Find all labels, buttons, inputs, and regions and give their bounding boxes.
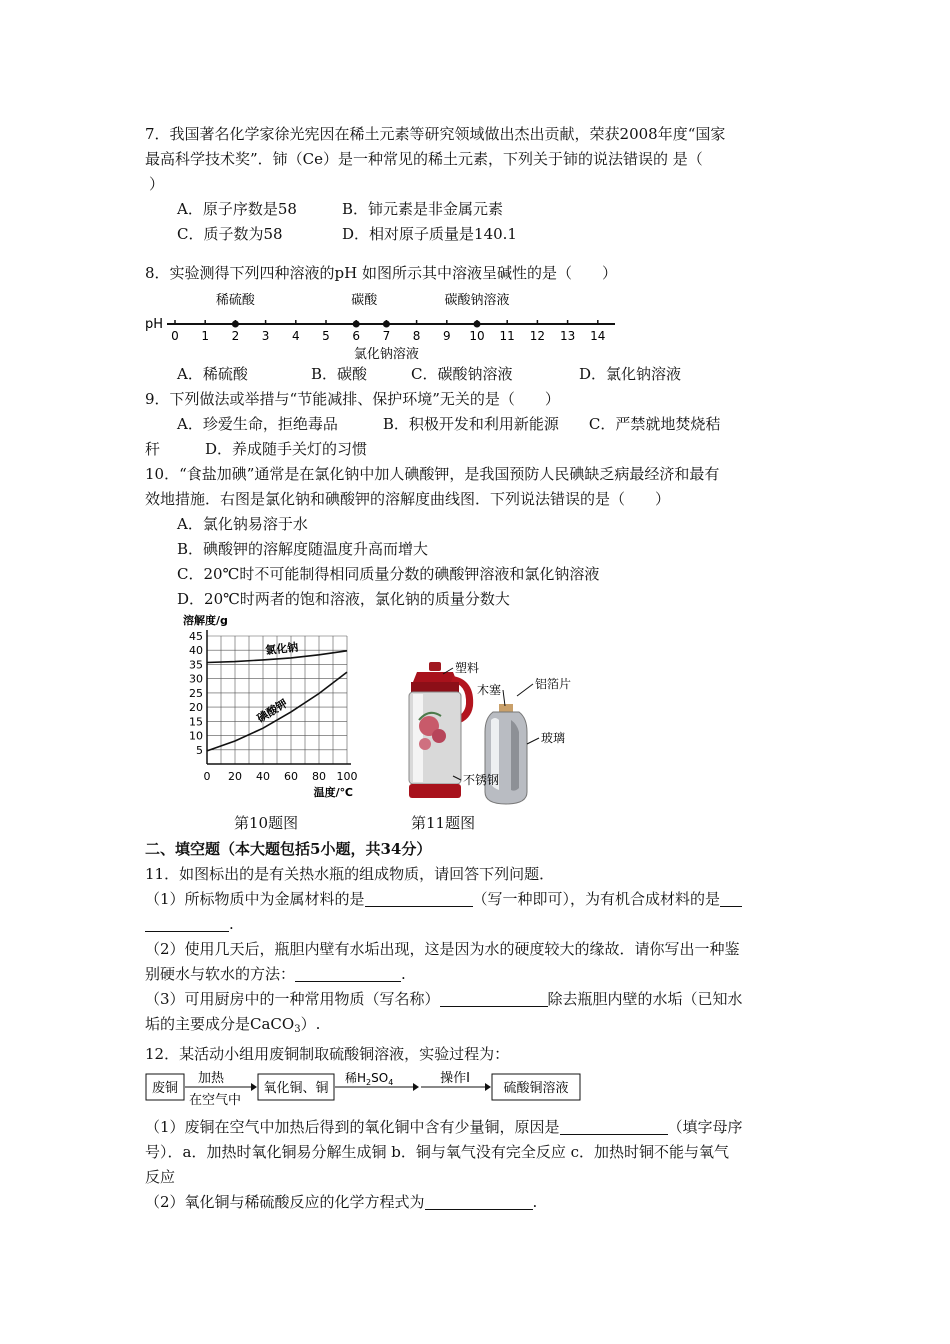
x-axis-title: 温度/℃ (313, 786, 353, 799)
x-tick-label: 40 (256, 770, 270, 783)
q8-option-b: B．碳酸 (311, 365, 368, 383)
q7-option-c: C．质子数为58 (177, 225, 283, 243)
ph-tick-label: 4 (291, 329, 300, 343)
ph-tick-label: 9 (442, 329, 451, 343)
q9-options-line-2: 秆 D．养成随手关灯的习惯 (145, 440, 368, 458)
q11-part-2: （2）使用几天后，瓶胆内壁有水垢出现，这是因为水的硬度较大的缘故．请你写出一种鉴 (145, 940, 740, 958)
ph-label-carbonic: 碳酸 (351, 293, 378, 308)
question-11 (145, 862, 810, 1042)
label-glass: 玻璃 (541, 731, 566, 745)
q11-blank-metal[interactable] (365, 890, 473, 907)
q11-blank-kitchen[interactable] (440, 990, 548, 1007)
ph-marker-nacl (383, 321, 390, 328)
q7-stem-3: ） (149, 175, 165, 193)
q10-stem-2: 效地措施．右图是氯化钠和碘酸钾的溶解度曲线图．下列说法错误的是（ ） (145, 490, 671, 508)
q11-part-1-cont (145, 912, 810, 937)
q10-option-d: D．20℃时两者的饱和溶液，氯化钠的质量分数大 (177, 590, 510, 608)
label-cork: 木塞 (477, 683, 502, 697)
question-8 (145, 261, 810, 387)
x-tick-label: 100 (336, 770, 358, 783)
x-tick-label: 20 (228, 770, 242, 783)
ph-tick-label: 14 (590, 329, 606, 343)
q11-part-3 (145, 987, 810, 1012)
y-tick-label: 15 (189, 715, 203, 729)
q11-p3-text-c: 垢的主要成分是CaCO (145, 1015, 295, 1033)
label-foil: 铝箔片 (535, 677, 572, 691)
q8-option-c: C．碳酸钠溶液 (411, 365, 513, 383)
x-tick-label: 80 (312, 770, 326, 783)
y-tick-label: 5 (196, 743, 203, 757)
flow-arrow-1-top: 加热 (197, 1071, 225, 1086)
q11-p3-text-a: （3）可用厨房中的一种常用物质（写名称） (145, 990, 440, 1008)
y-tick-label: 30 (189, 672, 203, 686)
ph-tick-label: 1 (201, 329, 210, 343)
ph-tick-label: 2 (231, 329, 240, 343)
y-tick-label: 20 (189, 701, 203, 715)
x-tick-label: 60 (284, 770, 298, 783)
ph-label-sulfuric: 稀硫酸 (215, 293, 255, 308)
y-tick-label: 40 (189, 644, 203, 658)
ph-marker-carbonic (353, 321, 360, 328)
ph-marker-sulfuric (232, 321, 239, 328)
exam-page (145, 122, 810, 1215)
q11-blank-hardwater[interactable] (295, 965, 401, 982)
q12-part-1-line-2: 号）．a．加热时氧化铜易分解生成铜 b．铜与氧气没有完全反应 c．加热时铜不能与氧气 (145, 1143, 729, 1161)
q11-p2-text-c: . (401, 965, 406, 983)
flow-box-copper-oxide-label: 氧化铜、铜 (263, 1081, 329, 1096)
q11-p3-text-b: 除去瓶胆内壁的水垢（已知水 (547, 990, 743, 1008)
flow-box-copper-sulfate-label: 硫酸铜溶液 (503, 1081, 569, 1096)
ph-tick-label: 13 (559, 329, 576, 343)
series-label-nacl: 氯化钠 (264, 640, 299, 658)
question-7 (145, 122, 810, 247)
q7-options-row-1 (145, 197, 810, 222)
question-12 (145, 1042, 810, 1215)
q12-blank-reason[interactable] (560, 1118, 668, 1135)
q11-part-1 (145, 887, 810, 912)
q8-stem: 8．实验测得下列四种溶液的pH 如图所示其中溶液呈碱性的是（ ） (145, 264, 617, 282)
question-10 (145, 462, 810, 612)
glass-liner-icon (485, 704, 527, 804)
ph-tick-label: 6 (352, 329, 361, 343)
ph-tick-label: 12 (529, 329, 546, 343)
ph-label-carbonate: 碳酸钠溶液 (444, 293, 510, 308)
q7-option-a: A．原子序数是58 (177, 200, 297, 218)
q11-part-3-cont (145, 1012, 810, 1042)
figure-11-caption: 第11题图 (411, 814, 476, 832)
ph-tick-label: 8 (412, 329, 421, 343)
solubility-chart (183, 612, 403, 808)
q8-option-a: A．稀硫酸 (177, 365, 248, 383)
ph-label-nacl: 氯化钠溶液 (353, 347, 419, 362)
q12-part-1 (145, 1115, 810, 1140)
ph-tick-label: 10 (469, 329, 485, 343)
q10-option-a: A．氯化钠易溶于水 (177, 515, 308, 533)
ph-tick-label: 11 (499, 329, 515, 343)
series-label-kio3: 碘酸钾 (254, 696, 290, 726)
x-tick-label: 0 (203, 770, 211, 783)
ph-tick-label: 0 (171, 329, 179, 343)
q7-option-b: B．铈元素是非金属元素 (342, 200, 504, 218)
label-steel: 不锈钢 (463, 773, 500, 787)
q8-options (145, 362, 810, 387)
q10-option-c: C．20℃时不可能制得相同质量分数的碘酸钾溶液和氯化钠溶液 (177, 565, 600, 583)
label-plastic: 塑料 (455, 661, 480, 675)
y-tick-label: 35 (189, 658, 203, 672)
figures-row (145, 612, 810, 837)
q8-option-d: D．氯化钠溶液 (579, 365, 682, 383)
ph-tick-label: 3 (261, 329, 270, 343)
q11-p2-text-b: 别硬水与软水的方法： (145, 965, 296, 983)
section-2-title: 二、填空题（本大题包括5小题，共34分） (145, 840, 432, 858)
q11-stem: 11．如图标出的是有关热水瓶的组成物质，请回答下列问题． (145, 865, 555, 883)
q11-p1-text-b: （写一种即可），为有机合成材料的是 (472, 890, 721, 908)
q12-p1-text-a: （1）废铜在空气中加热后得到的氧化铜中含有少量铜，原因是 (145, 1118, 560, 1136)
q12-part-2 (145, 1190, 810, 1215)
ph-scale-figure (145, 286, 625, 362)
y-tick-label: 45 (189, 630, 203, 643)
ph-axis-label: pH (145, 317, 164, 332)
q11-p3-subscript: 3 (294, 1024, 301, 1035)
q7-option-d: D．相对原子质量是140.1 (342, 225, 517, 243)
flow-arrow-3-top: 操作I (440, 1071, 470, 1086)
q10-stem-1: 10．“食盐加碘”通常是在氯化钠中加人碘酸钾，是我国预防人民碘缺乏病最经济和最有 (145, 465, 720, 483)
thermos-figure (395, 660, 585, 812)
q9-stem: 9．下列做法或举措与“节能减排、保护环境”无关的是（ ） (145, 390, 560, 408)
ph-tick-label: 7 (382, 329, 391, 343)
q10-option-b: B．碘酸钾的溶解度随温度升高而增大 (177, 540, 429, 558)
figure-10-caption: 第10题图 (234, 814, 299, 832)
q12-p2-text-b: . (532, 1193, 538, 1211)
q11-p3-text-d: ）. (300, 1015, 321, 1033)
y-axis-title: 溶解度/g (183, 614, 228, 627)
ph-tick-label: 5 (322, 329, 330, 343)
q11-blank-organic-1[interactable] (720, 890, 742, 907)
q12-stem: 12．某活动小组用废铜制取硫酸铜溶液，实验过程为： (145, 1045, 510, 1063)
flow-arrow-1-bottom: 在空气中 (188, 1093, 242, 1108)
q12-blank-equation[interactable] (425, 1193, 533, 1210)
q11-p1-text-c: . (229, 915, 234, 933)
y-tick-label: 10 (189, 729, 203, 743)
flow-arrow-2-top: 稀$H_2SO_4$ (345, 1071, 394, 1087)
q11-p1-text-a: （1）所标物质中为金属材料的是 (145, 890, 365, 908)
question-9 (145, 387, 810, 462)
q11-blank-organic-2[interactable] (145, 915, 229, 932)
q12-p2-text-a: （2）氧化铜与稀硫酸反应的化学方程式为 (145, 1193, 425, 1211)
flow-box-waste-copper-label: 废铜 (151, 1081, 179, 1096)
q9-options-line-1: A．珍爱生命，拒绝毒品 B．积极开发和利用新能源 C．严禁就地焚烧秸 (177, 415, 721, 433)
q11-part-2-cont (145, 962, 810, 987)
q7-stem-2: 最高科学技术奖”．铈（Ce）是一种常见的稀土元素，下列关于铈的说法错误的 是（ (145, 150, 703, 168)
y-tick-label: 25 (189, 686, 203, 700)
q12-part-1-line-3: 反应 (145, 1168, 176, 1186)
ph-marker-carbonate (474, 321, 481, 328)
q12-p1-text-b: （填字母序 (667, 1118, 743, 1136)
q7-options-row-2 (145, 222, 810, 247)
copper-process-flowchart (145, 1069, 585, 1109)
q7-stem-1: 7．我国著名化学家徐光宪因在稀土元素等研究领域做出杰出贡献，荣获2008年度“国家 (145, 125, 726, 143)
